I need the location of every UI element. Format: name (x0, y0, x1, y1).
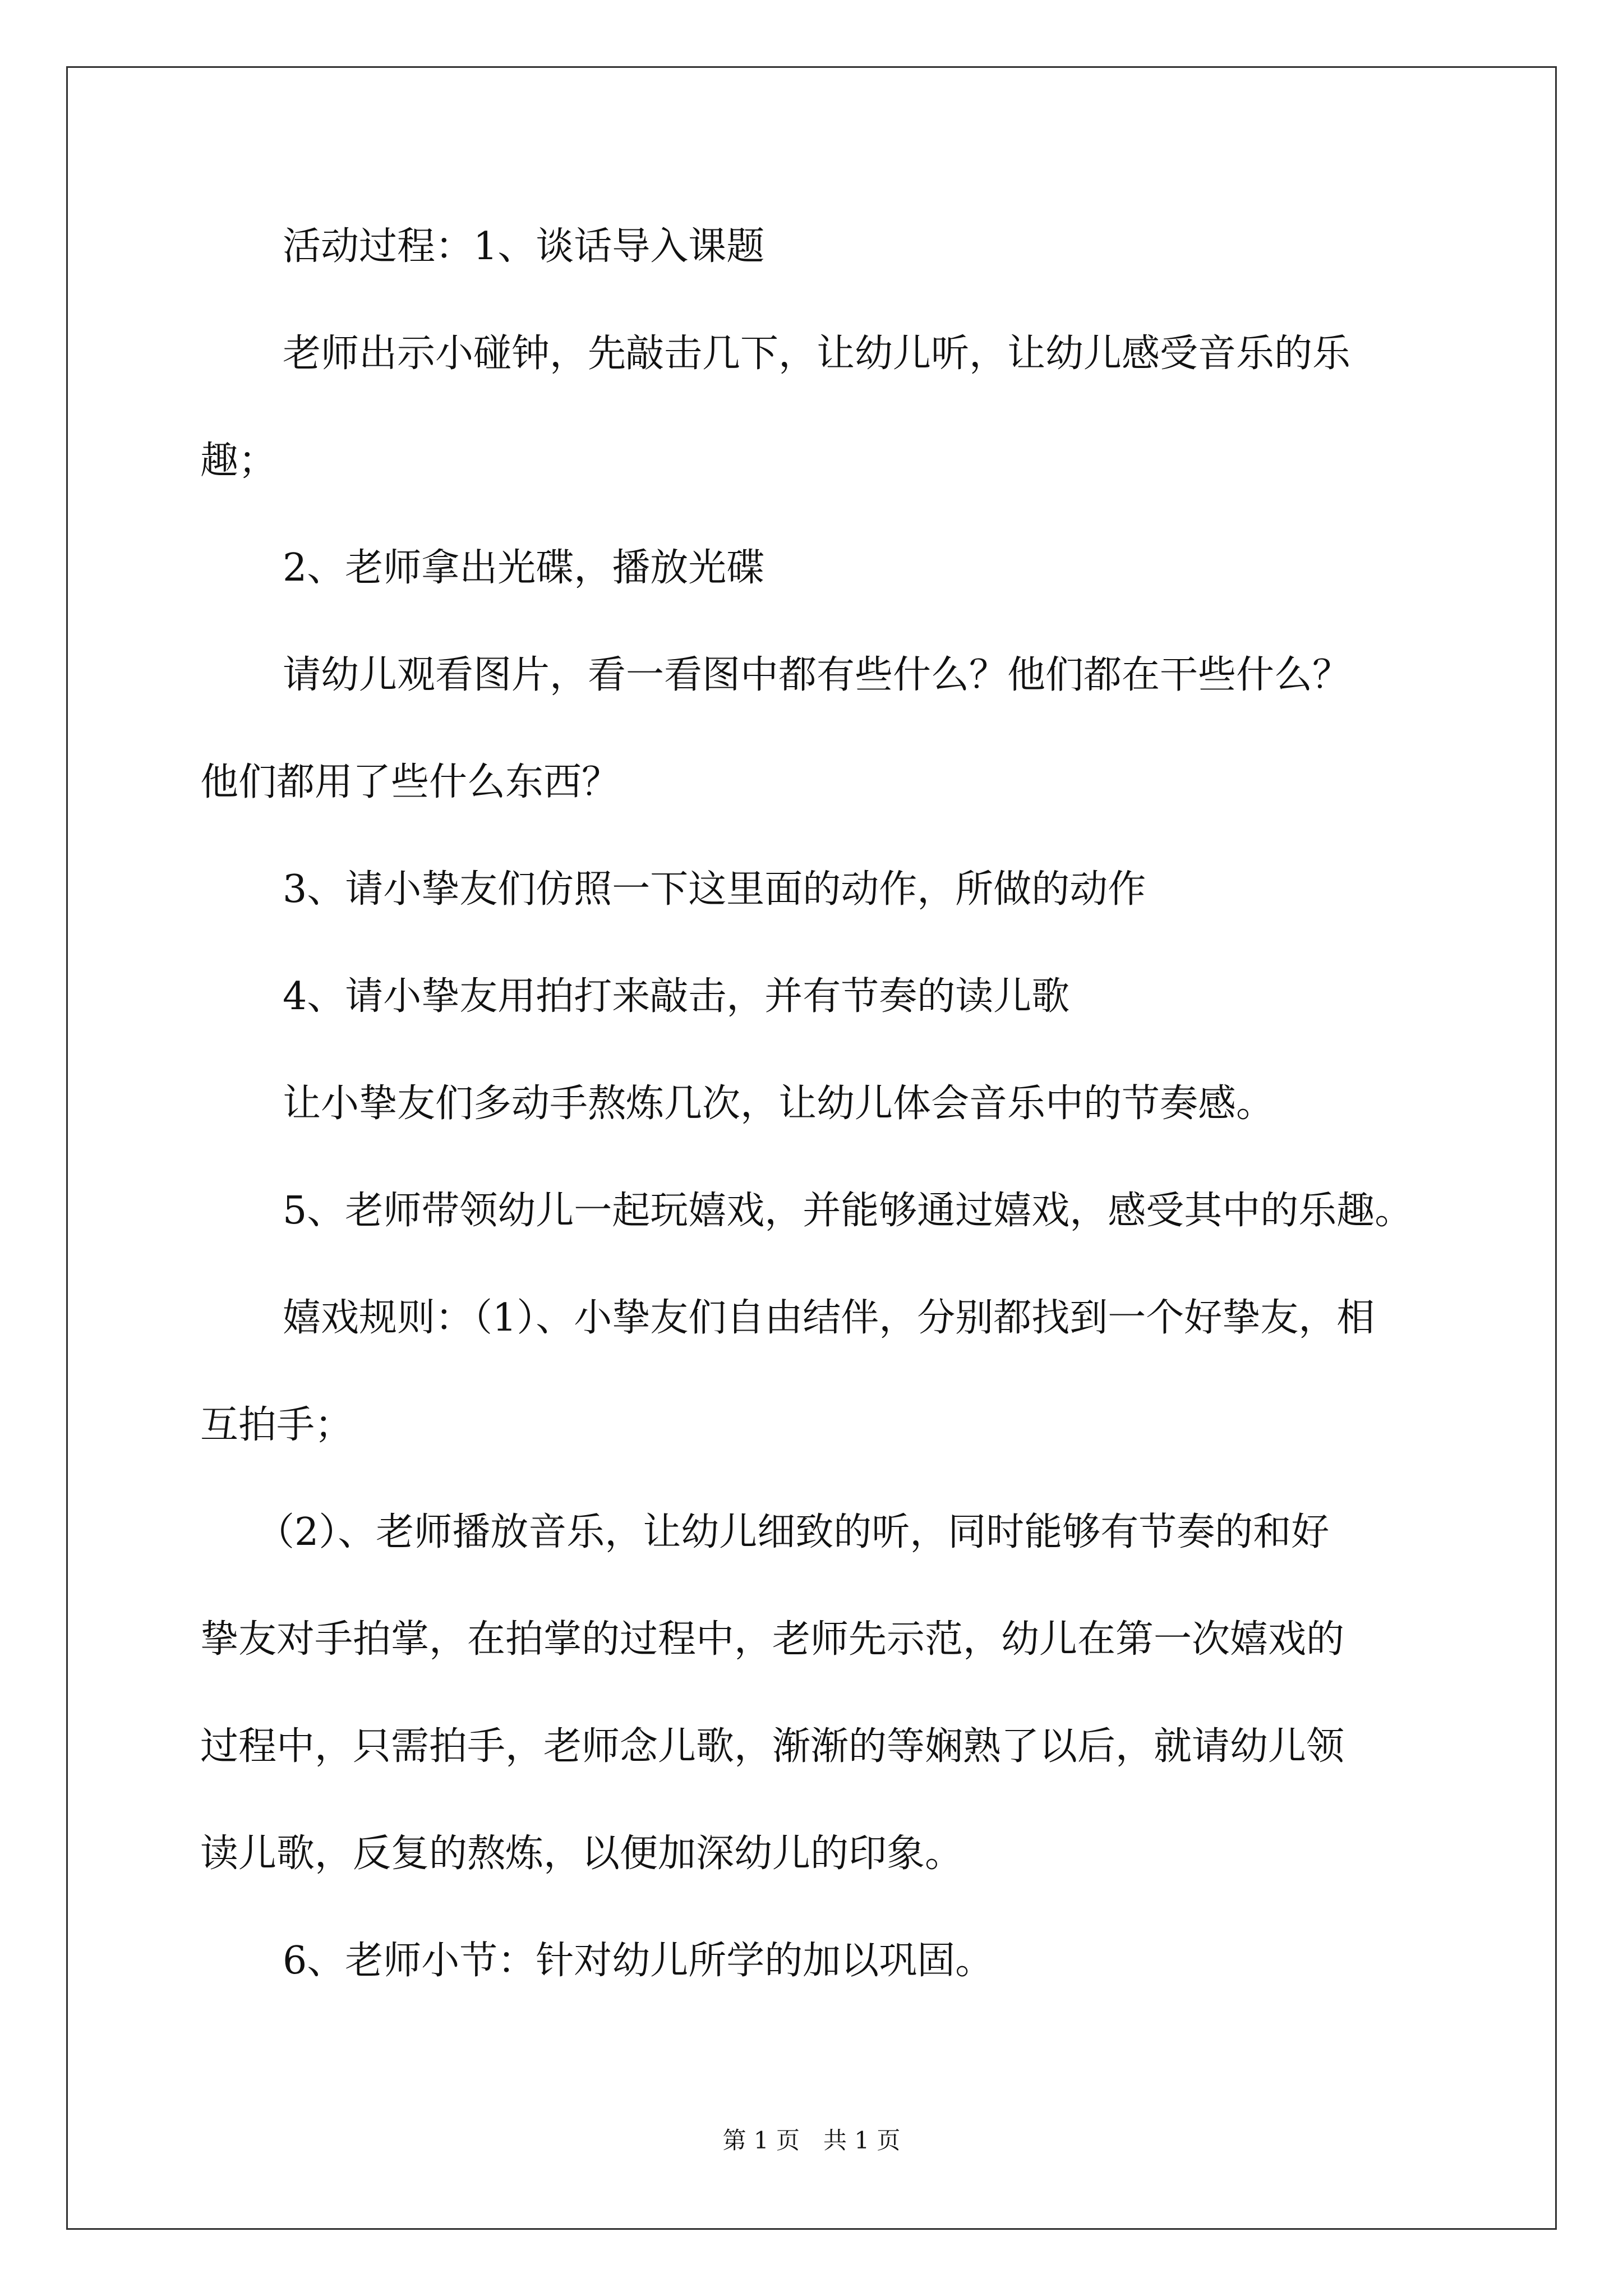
page-number-footer: 第 1 页 共 1 页 (722, 2127, 901, 2154)
text-line: 让小挚友们多动手熬炼几次，让幼儿体会音乐中的节奏感。 (283, 1082, 1275, 1126)
text-line: 5、老师带领幼儿一起玩嬉戏，并能够通过嬉戏，感受其中的乐趣。 (283, 1189, 1413, 1233)
text-line: 活动过程：1、谈话导入课题 (283, 224, 765, 269)
text-line: 3、请小挚友们仿照一下这里面的动作，所做的动作 (283, 867, 1146, 912)
text-line: 6、老师小节：针对幼儿所学的加以巩固。 (283, 1939, 994, 1983)
text-line: 请幼儿观看图片，看一看图中都有些什么？他们都在干些什么？ (283, 653, 1351, 697)
text-line: 他们都用了些什么东西？ (200, 760, 620, 804)
text-line: 读儿歌，反复的熬炼，以便加深幼儿的印象。 (200, 1832, 963, 1876)
text-line: 嬉戏规则：（1）、小挚友们自由结伴，分别都找到一个好挚友，相 (283, 1296, 1375, 1340)
document-body (200, 219, 1431, 2040)
text-line: 互拍手； (200, 1403, 353, 1447)
text-line: 过程中，只需拍手，老师念儿歌，渐渐的等娴熟了以后，就请幼儿领 (200, 1724, 1345, 1769)
text-line: 老师出示小碰钟，先敲击几下，让幼儿听，让幼儿感受音乐的乐 (283, 332, 1351, 376)
text-line: 趣； (200, 439, 277, 483)
text-line: （2）、老师播放音乐，让幼儿细致的听，同时能够有节奏的和好 (256, 1510, 1330, 1554)
text-line: 挚友对手拍掌，在拍掌的过程中，老师先示范，幼儿在第一次嬉戏的 (200, 1617, 1345, 1662)
text-line: 4、请小挚友用拍打来敲击，并有节奏的读儿歌 (283, 974, 1070, 1019)
text-line: 2、老师拿出光碟，播放光碟 (283, 546, 765, 590)
